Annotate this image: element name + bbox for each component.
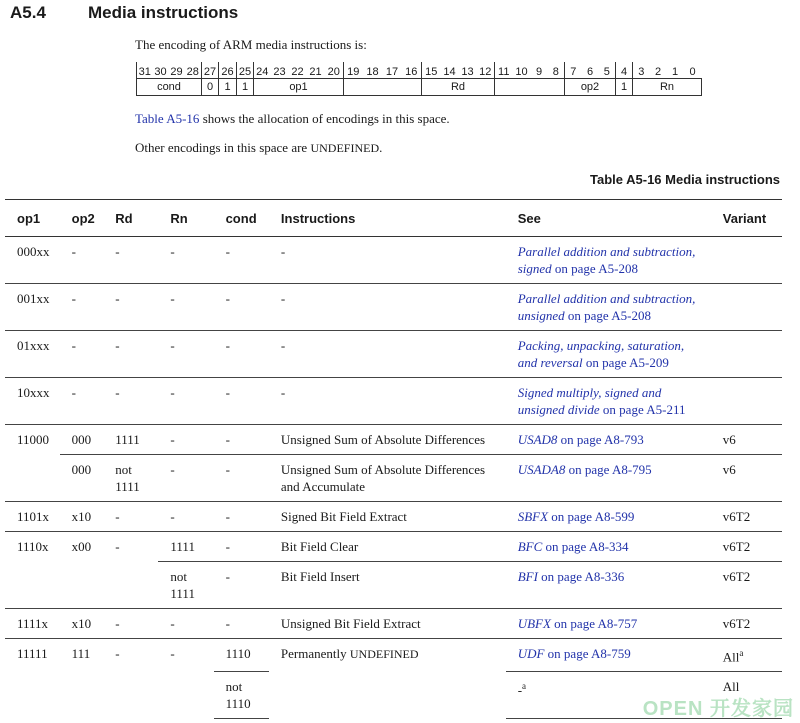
field-bit: 1 (616, 79, 633, 96)
cell-variant: v6T2 (711, 609, 782, 639)
bit-number: 21 (309, 66, 322, 78)
cell-op1: 01xxx (5, 331, 60, 378)
cell-see (506, 609, 711, 639)
cell-rn: - (158, 378, 213, 425)
cell-see (506, 378, 711, 425)
see-link[interactable]: Parallel addition and subtraction, signed (517, 244, 696, 276)
cell-see (506, 502, 711, 532)
cell-op2: x10 (60, 502, 104, 532)
section-title: Media instructions (88, 3, 239, 22)
see-link[interactable]: BFC (517, 539, 543, 554)
allocation-text (135, 111, 450, 127)
cell-op2: 000 (60, 455, 104, 502)
table-caption: Table A5-16 Media instructions (590, 172, 780, 187)
bit-number: 20 (327, 66, 340, 78)
cell-op1: 001xx (5, 284, 60, 331)
table-row (5, 237, 782, 284)
cell-instruction: Unsigned Sum of Absolute Differences (269, 425, 506, 455)
header-cond: cond (214, 200, 269, 237)
cell-op2: - (60, 284, 104, 331)
cell-cond: - (214, 378, 269, 425)
cell-cond: - (214, 284, 269, 331)
cell-cond: not 1110 (214, 672, 269, 719)
cell-rd: - (103, 532, 158, 609)
see-page[interactable]: on page A8-759 (544, 646, 631, 661)
bit-number: 7 (565, 62, 582, 79)
cell-op2: - (71, 244, 76, 259)
cell-op1: 000xx (17, 244, 50, 259)
undefined-term: UNDEFINED (349, 647, 419, 661)
cell-op1: 1111x (5, 609, 60, 639)
cell-rn: - (158, 425, 213, 455)
table-ref-link[interactable]: Table A5-16 (135, 111, 200, 126)
cell-cond: - (214, 455, 269, 502)
bit-number: 31 (137, 62, 153, 79)
cell-rd: - (115, 244, 120, 259)
table-header-row (5, 200, 782, 237)
cell-variant: All (711, 672, 782, 719)
see-page[interactable]: on page A8-336 (537, 569, 625, 584)
cell-instruction: - (280, 244, 286, 259)
cell-instruction: Bit Field Insert (269, 562, 506, 609)
table-row (5, 425, 782, 455)
table-row (5, 532, 782, 562)
cell-variant: v6T2 (711, 562, 782, 609)
cell-variant (711, 331, 782, 378)
instr-prefix: Permanently (280, 646, 350, 661)
bit-number: 26 (219, 62, 237, 79)
field-bit: 1 (237, 79, 254, 96)
watermark: OPEN 开发家园 (642, 698, 794, 720)
bit-number: 22 (291, 66, 304, 78)
see-page[interactable]: on page A5-211 (599, 402, 686, 417)
cell-instruction: - (269, 331, 506, 378)
cell-op1: 11111 (5, 639, 60, 719)
cell-see (506, 237, 711, 284)
media-table (5, 199, 782, 719)
cell-rn: - (158, 331, 213, 378)
cell-op2: - (60, 378, 104, 425)
cell-op2: 000 (60, 425, 104, 455)
cell-cond: - (225, 244, 230, 259)
see-link[interactable]: Parallel addition and subtraction, unsigned (517, 291, 696, 323)
bit-number: 8 (552, 66, 559, 78)
cell-see (506, 284, 711, 331)
see-page[interactable]: on page A8-757 (550, 616, 638, 631)
bit-number: 18 (366, 66, 379, 78)
cell-rn: - (158, 455, 213, 502)
cell-rn: 1111 (158, 532, 213, 562)
cell-variant: v6 (711, 425, 782, 455)
bit-number: 27 (202, 62, 219, 79)
see-link[interactable]: BFI (517, 569, 538, 584)
table-row (5, 639, 782, 672)
field-row (137, 79, 702, 96)
bit-number: 29 (170, 66, 183, 78)
see-page[interactable]: on page A5-209 (582, 355, 669, 370)
header-variant: Variant (711, 200, 782, 237)
cell-instruction: Bit Field Clear (269, 532, 506, 562)
cell-variant (711, 237, 782, 284)
field-blank (344, 79, 422, 96)
bit-number: 3 (633, 62, 650, 79)
field-op1: op1 (254, 79, 344, 96)
see-page[interactable]: on page A8-795 (565, 462, 652, 477)
cell-see (506, 532, 711, 562)
cell-rd: - (103, 331, 158, 378)
cell-cond: - (214, 425, 269, 455)
cell-see (506, 639, 711, 672)
table-row (5, 502, 782, 532)
cell-rn: - (158, 639, 213, 719)
see-link[interactable]: Signed multiply, signed and unsigned divide (517, 385, 662, 417)
cell-variant: v6 (711, 455, 782, 502)
bit-number: 12 (479, 66, 492, 78)
header-op2: op2 (60, 200, 104, 237)
see-link[interactable]: UBFX (517, 616, 551, 631)
cell-rd: - (103, 639, 158, 719)
cell-op2: x10 (60, 609, 104, 639)
bit-number: 6 (586, 66, 594, 78)
bit-number: 2 (654, 66, 662, 78)
cell-variant (711, 639, 782, 672)
footnote-marker: a (522, 681, 527, 692)
bit-number: 30 (154, 66, 167, 78)
bit-number: 16 (405, 66, 418, 78)
cell-see (506, 331, 711, 378)
cell-rn: not 1111 (158, 562, 213, 609)
footnote-marker: a (739, 648, 744, 658)
see-link[interactable]: Packing, unpacking, saturation, and reversal (517, 338, 685, 370)
other-prefix: Other encodings in this space are (135, 140, 311, 155)
cell-cond: - (214, 609, 269, 639)
cell-op2: x00 (60, 532, 104, 609)
cell-op2: 111 (60, 639, 104, 719)
cell-variant (711, 378, 782, 425)
cell-instruction: Unsigned Bit Field Extract (269, 609, 506, 639)
cell-op1: 10xxx (5, 378, 60, 425)
cell-rn: - (158, 284, 213, 331)
see-link[interactable]: USADA8 (517, 462, 566, 477)
table-row (5, 609, 782, 639)
see-page[interactable]: on page A8-599 (548, 509, 635, 524)
see-link[interactable]: UDF (517, 646, 545, 661)
bit-number: 13 (461, 66, 474, 78)
field-op2: op2 (565, 79, 616, 96)
table-row (5, 455, 782, 502)
bit-number: 25 (237, 62, 254, 79)
cell-rd: 1111 (103, 425, 158, 455)
see-link[interactable]: SBFX (517, 509, 549, 524)
cell-rd: - (103, 502, 158, 532)
bit-number: 28 (186, 66, 199, 78)
field-bit: 0 (202, 79, 219, 96)
field-rn: Rn (633, 79, 702, 96)
cell-rn: - (158, 502, 213, 532)
bit-number: 23 (273, 66, 286, 78)
bit-number: 0 (689, 66, 696, 78)
bit-number: 17 (385, 66, 399, 78)
bit-number: 14 (443, 66, 456, 78)
header-rn: Rn (158, 200, 213, 237)
bit-number: 5 (603, 66, 610, 78)
header-instructions: Instructions (269, 200, 506, 237)
table-row (5, 284, 782, 331)
field-cond: cond (137, 79, 202, 96)
other-suffix: . (379, 140, 383, 155)
bit-number: 19 (344, 62, 363, 79)
cell-cond: 1110 (214, 639, 269, 672)
cell-rd: - (103, 378, 158, 425)
section-number: A5.4 (10, 3, 46, 22)
allocation-rest: shows the allocation of encodings in this space. (199, 111, 450, 126)
other-encodings-text (135, 140, 382, 156)
bit-number: 15 (422, 62, 441, 79)
bit-number-row (137, 62, 702, 79)
cell-op1: 1101x (5, 502, 60, 532)
see-plain: - (517, 682, 523, 698)
field-rd: Rd (422, 79, 495, 96)
bit-number: 4 (616, 62, 633, 79)
header-see: See (506, 200, 711, 237)
cell-see (506, 425, 711, 455)
see-page[interactable]: on page A8-793 (557, 432, 644, 447)
cell-cond: - (214, 562, 269, 609)
field-blank (495, 79, 565, 96)
cell-cond: - (214, 331, 269, 378)
header-rd: Rd (103, 200, 158, 237)
cell-instruction (269, 639, 506, 719)
cell-variant: v6T2 (711, 502, 782, 532)
cell-rn: - (170, 244, 175, 259)
cell-cond: - (214, 532, 269, 562)
cell-rn: - (158, 609, 213, 639)
cell-variant (711, 284, 782, 331)
cell-instruction: Unsigned Sum of Absolute Differences and Accumulate (269, 455, 506, 502)
cell-op2: - (60, 331, 104, 378)
see-page[interactable]: on page A8-334 (542, 539, 629, 554)
cell-variant: v6T2 (711, 532, 782, 562)
undefined-term: UNDEFINED (310, 141, 380, 155)
variant-text: All (722, 649, 740, 665)
bit-number: 10 (515, 66, 528, 78)
cell-instruction: - (269, 378, 506, 425)
cell-rd: - (103, 609, 158, 639)
bit-number: 11 (495, 62, 513, 79)
cell-rd: - (103, 284, 158, 331)
field-bit: 1 (219, 79, 237, 96)
cell-see (506, 562, 711, 609)
cell-instruction: Signed Bit Field Extract (269, 502, 506, 532)
cell-op1: 11000 (5, 425, 60, 502)
cell-rd: not 1111 (103, 455, 158, 502)
encoding-diagram (136, 62, 702, 96)
cell-instruction: - (269, 284, 506, 331)
see-link[interactable]: USAD8 (517, 432, 558, 447)
see-page[interactable]: on page A5-208 (564, 308, 651, 323)
table-row (5, 378, 782, 425)
header-op1: op1 (5, 200, 60, 237)
bit-number: 24 (254, 62, 271, 79)
see-page[interactable]: on page A5-208 (551, 261, 638, 276)
cell-cond: - (214, 502, 269, 532)
cell-op1: 1110x (5, 532, 60, 609)
bit-number: 1 (671, 66, 679, 78)
cell-see (506, 455, 711, 502)
bit-number: 9 (535, 66, 543, 78)
table-row (5, 331, 782, 378)
intro-text: The encoding of ARM media instructions is: (135, 37, 367, 52)
